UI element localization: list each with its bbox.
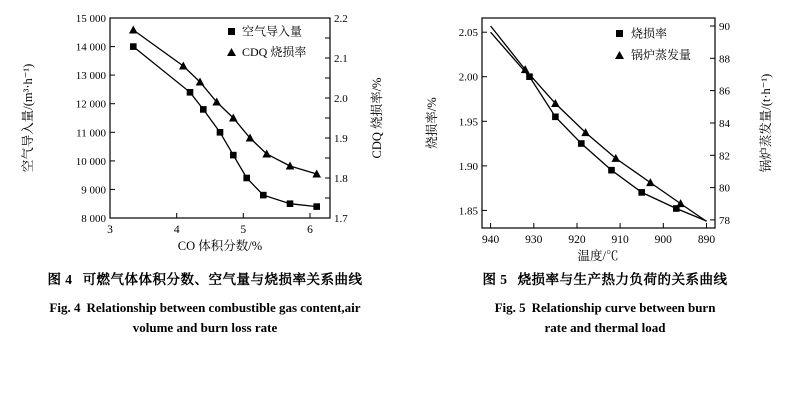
svg-text:910: 910 bbox=[611, 234, 629, 246]
series-air-volume-line bbox=[133, 47, 316, 207]
legend-label-steam-output: 锅炉蒸发量 bbox=[631, 48, 692, 62]
chart-legend bbox=[615, 26, 691, 63]
figure-5-caption bbox=[410, 268, 800, 338]
svg-text:10 000: 10 000 bbox=[75, 155, 106, 168]
svg-text:82: 82 bbox=[719, 150, 730, 163]
chart-fig5 bbox=[410, 0, 800, 262]
svg-text:84: 84 bbox=[719, 118, 730, 130]
legend-marker-square bbox=[228, 28, 235, 35]
svg-text:14 000: 14 000 bbox=[75, 41, 106, 54]
svg-text:2.0: 2.0 bbox=[334, 93, 348, 105]
legend-label-air-volume: 空气导入量 bbox=[242, 24, 303, 39]
x-axis-ticks bbox=[491, 223, 707, 228]
svg-text:900: 900 bbox=[654, 234, 672, 246]
svg-text:940: 940 bbox=[481, 234, 500, 246]
svg-text:920: 920 bbox=[568, 234, 586, 246]
svg-text:13 000: 13 000 bbox=[75, 70, 106, 83]
svg-text:78: 78 bbox=[719, 214, 730, 227]
svg-text:9 000: 9 000 bbox=[81, 184, 106, 197]
figure-4-caption-en-line1: Relationship between combustible gas content,air bbox=[86, 300, 361, 315]
series-air-volume-markers bbox=[130, 43, 320, 210]
figure-5 bbox=[410, 0, 800, 338]
svg-text:3: 3 bbox=[107, 224, 113, 236]
chart-legend bbox=[227, 24, 306, 60]
figure-5-caption-cn-label: 图 5 bbox=[482, 272, 508, 287]
y-axis-label: 空气导入量/(m³·h⁻¹) bbox=[21, 63, 35, 173]
svg-text:2.2: 2.2 bbox=[334, 13, 348, 25]
chart-fig4 bbox=[0, 0, 410, 262]
svg-text:1.7: 1.7 bbox=[334, 213, 348, 225]
x-axis-ticklabels bbox=[107, 224, 313, 236]
figure-4-caption-en-line2: volume and burn loss rate bbox=[132, 320, 278, 336]
svg-text:2.00: 2.00 bbox=[458, 71, 478, 84]
figure-4-caption bbox=[0, 268, 410, 338]
svg-text:1.90: 1.90 bbox=[458, 160, 478, 173]
x-axis-label: 温度/℃ bbox=[577, 249, 619, 262]
svg-text:11 000: 11 000 bbox=[76, 127, 106, 140]
figure-5-caption-en-line1: Relationship curve between burn bbox=[531, 300, 716, 315]
right-axis-ticklabels bbox=[719, 21, 731, 227]
right-axis-ticks bbox=[325, 18, 330, 218]
right-axis-ticklabels bbox=[334, 13, 348, 225]
svg-text:930: 930 bbox=[525, 234, 543, 246]
legend-marker-triangle bbox=[615, 51, 624, 59]
y2-axis-label: 锅炉蒸发量/(t·h⁻¹) bbox=[759, 73, 773, 173]
figure-4-caption-cn-text: 可燃气体体积分数、空气量与烧损率关系曲线 bbox=[82, 272, 363, 287]
svg-text:2.05: 2.05 bbox=[458, 27, 478, 40]
svg-text:5: 5 bbox=[240, 224, 247, 236]
svg-text:1.8: 1.8 bbox=[334, 173, 348, 185]
figure-5-caption-cn-text: 烧损率与生产热力负荷的关系曲线 bbox=[517, 272, 728, 287]
svg-text:2.1: 2.1 bbox=[334, 53, 348, 65]
left-axis-ticklabels bbox=[459, 27, 479, 217]
x-axis-label: CO 体积分数/% bbox=[177, 239, 263, 253]
figure-4-caption-cn-label: 图 4 bbox=[47, 272, 73, 287]
figure-5-caption-en bbox=[410, 298, 800, 338]
svg-text:4: 4 bbox=[173, 224, 180, 236]
figure-4 bbox=[0, 0, 410, 338]
svg-text:15 000: 15 000 bbox=[75, 13, 106, 25]
svg-text:88: 88 bbox=[719, 53, 730, 66]
svg-text:1.95: 1.95 bbox=[458, 116, 478, 129]
figure-5-caption-cn bbox=[410, 268, 800, 288]
figure-4-caption-en bbox=[0, 298, 410, 338]
y-axis-label: 烧损率/% bbox=[425, 97, 439, 149]
left-axis-ticks bbox=[482, 32, 487, 210]
figure-4-caption-cn bbox=[0, 268, 410, 288]
figure-4-caption-en-label: Fig. 4 bbox=[49, 300, 81, 315]
legend-marker-square bbox=[616, 30, 623, 37]
legend-marker-triangle bbox=[227, 48, 236, 56]
legend-label-burn-rate: 烧损率 bbox=[631, 26, 668, 41]
x-axis-ticklabels bbox=[482, 234, 715, 246]
left-axis-ticklabels bbox=[76, 13, 107, 225]
y2-axis-label: CDQ 烧损率/% bbox=[370, 77, 384, 159]
figure-4-plot bbox=[0, 0, 410, 262]
svg-text:90: 90 bbox=[719, 21, 730, 33]
svg-text:6: 6 bbox=[307, 224, 313, 236]
svg-text:8 000: 8 000 bbox=[81, 213, 106, 225]
right-axis-ticks bbox=[710, 26, 715, 220]
figure-5-caption-en-label: Fig. 5 bbox=[494, 300, 526, 315]
svg-text:12 000: 12 000 bbox=[75, 98, 106, 111]
left-axis-ticks bbox=[110, 18, 115, 218]
svg-text:80: 80 bbox=[719, 182, 730, 195]
svg-text:86: 86 bbox=[719, 85, 730, 98]
figure-5-plot bbox=[410, 0, 800, 262]
svg-text:1.9: 1.9 bbox=[334, 133, 348, 145]
svg-text:890: 890 bbox=[697, 234, 716, 246]
series-burn-rate-markers bbox=[526, 73, 679, 211]
figure-5-caption-en-line2: rate and thermal load bbox=[544, 320, 666, 336]
legend-label-burnloss: CDQ 烧损率 bbox=[242, 45, 307, 59]
svg-text:1.85: 1.85 bbox=[458, 205, 478, 218]
series-steam-output-markers bbox=[521, 65, 685, 207]
x-axis-ticks bbox=[110, 213, 310, 218]
